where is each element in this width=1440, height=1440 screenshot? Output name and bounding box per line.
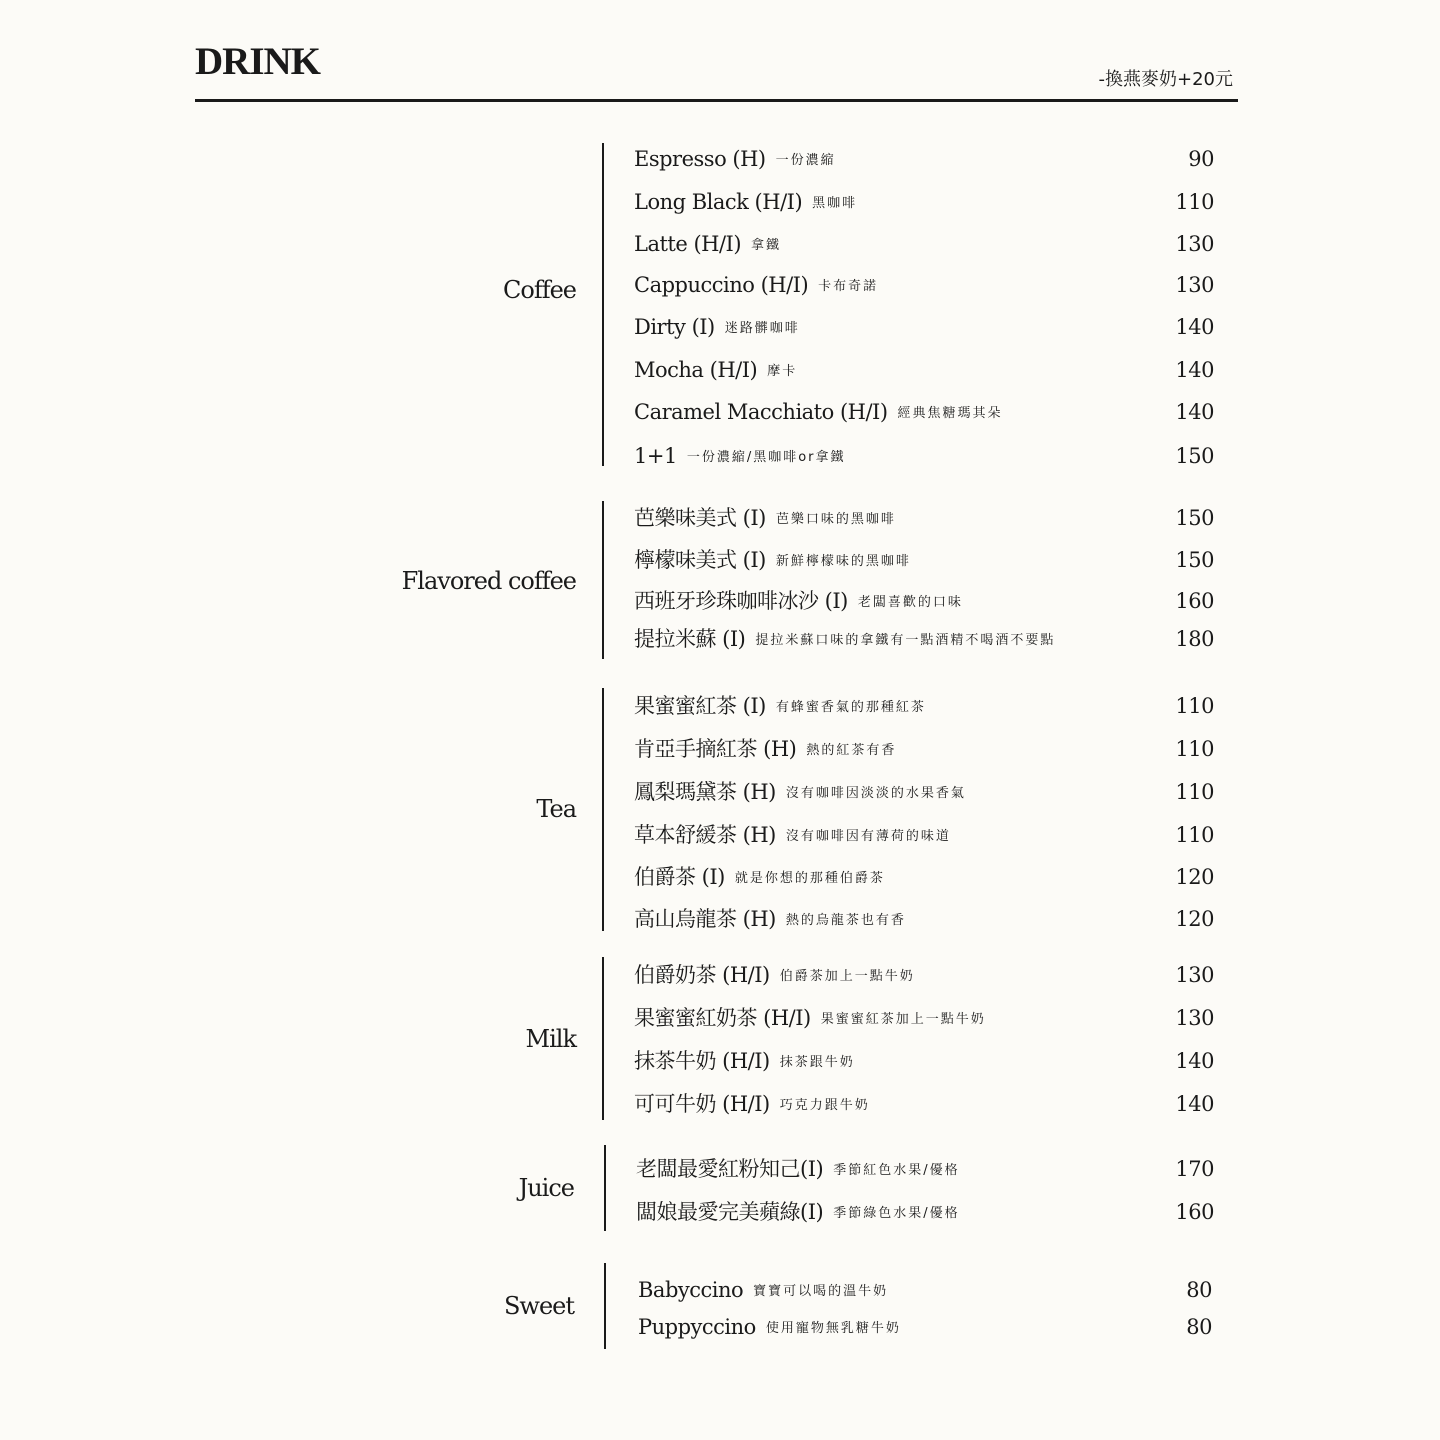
item-price: 150: [1175, 548, 1214, 572]
item-name: 1+1: [634, 444, 677, 468]
item-price: 160: [1175, 589, 1214, 613]
item-price: 150: [1175, 444, 1214, 468]
item-name: Babyccino: [638, 1278, 744, 1302]
item-name: 抹茶牛奶 (H/I): [634, 1049, 770, 1073]
item-name: Long Black (H/I): [634, 190, 803, 214]
section-milk: [0, 957, 1440, 1120]
item-name: 提拉米蘇 (I): [634, 627, 746, 651]
item-price: 120: [1175, 865, 1214, 889]
item-name: 高山烏龍茶 (H): [634, 907, 776, 931]
menu-item: [638, 1275, 1212, 1305]
item-name: Dirty (I): [634, 315, 715, 339]
item-name: Puppyccino: [638, 1315, 756, 1339]
item-name: 芭樂味美式 (I): [634, 506, 766, 530]
section-coffee: [0, 143, 1440, 466]
item-price: 140: [1175, 315, 1214, 339]
section-label: Milk: [525, 1025, 576, 1053]
menu-item: [638, 1312, 1212, 1342]
section-label: Coffee: [503, 276, 576, 304]
item-price: 140: [1175, 358, 1214, 382]
item-description: 黑咖啡: [812, 195, 858, 211]
menu-item: [634, 1003, 1214, 1033]
menu-item: [634, 229, 1214, 259]
section-divider-line: [602, 688, 604, 931]
item-description: 季節紅色水果/優格: [833, 1162, 960, 1178]
item-name: Espresso (H): [634, 147, 766, 171]
item-description: 一份濃縮/黑咖啡or拿鐵: [686, 449, 846, 465]
item-description: 熱的烏龍茶也有香: [785, 912, 906, 928]
menu-item: [636, 1197, 1214, 1227]
item-name: Latte (H/I): [634, 232, 742, 256]
item-price: 140: [1175, 1092, 1214, 1116]
section-divider-line: [602, 957, 604, 1120]
item-price: 110: [1175, 190, 1214, 214]
item-name: 伯爵茶 (I): [634, 865, 725, 889]
menu-item: [634, 624, 1214, 654]
item-description: 沒有咖啡因有薄荷的味道: [785, 828, 951, 844]
item-name: 草本舒緩茶 (H): [634, 823, 776, 847]
item-price: 120: [1175, 907, 1214, 931]
menu-item: [634, 820, 1214, 850]
menu-item: [634, 862, 1214, 892]
menu-item: [634, 904, 1214, 934]
item-description: 季節綠色水果/優格: [833, 1205, 960, 1221]
item-price: 170: [1175, 1157, 1214, 1181]
menu-item: [634, 355, 1214, 385]
item-description: 老闆喜歡的口味: [857, 594, 963, 610]
item-description: 新鮮檸檬味的黑咖啡: [775, 553, 911, 569]
item-price: 80: [1186, 1278, 1212, 1302]
menu-item: [634, 545, 1214, 575]
item-price: 140: [1175, 400, 1214, 424]
menu-item: [636, 1154, 1214, 1184]
item-price: 80: [1186, 1315, 1212, 1339]
item-description: 使用寵物無乳糖牛奶: [765, 1320, 901, 1336]
item-name: 老闆最愛紅粉知己(I): [636, 1157, 824, 1181]
menu-item: [634, 734, 1214, 764]
section-juice: [0, 1145, 1440, 1231]
item-price: 110: [1175, 780, 1214, 804]
page-title: DRINK: [195, 40, 321, 83]
menu-item: [634, 312, 1214, 342]
section-label: Juice: [518, 1174, 574, 1202]
menu-item: [634, 691, 1214, 721]
item-description: 果蜜蜜紅茶加上一點牛奶: [820, 1011, 986, 1027]
item-price: 130: [1175, 1006, 1214, 1030]
item-description: 熱的紅茶有香: [806, 742, 897, 758]
section-divider-line: [604, 1263, 606, 1349]
item-description: 迷路髒咖啡: [724, 320, 800, 336]
section-label: Sweet: [503, 1292, 574, 1320]
item-description: 沒有咖啡因淡淡的水果香氣: [785, 785, 966, 801]
item-price: 150: [1175, 506, 1214, 530]
item-name: 檸檬味美式 (I): [634, 548, 766, 572]
section-tea: [0, 688, 1440, 931]
header-divider: [195, 99, 1238, 102]
item-description: 摩卡: [767, 363, 798, 379]
menu-item: [634, 586, 1214, 616]
menu-item: [634, 960, 1214, 990]
menu-item: [634, 1089, 1214, 1119]
section-label: Flavored coffee: [401, 567, 576, 595]
menu-item: [634, 777, 1214, 807]
item-name: 果蜜蜜紅奶茶 (H/I): [634, 1006, 811, 1030]
item-name: Caramel Macchiato (H/I): [634, 400, 888, 424]
item-price: 140: [1175, 1049, 1214, 1073]
item-description: 寶寶可以喝的溫牛奶: [753, 1283, 889, 1299]
item-name: 伯爵奶茶 (H/I): [634, 963, 770, 987]
item-price: 180: [1175, 627, 1214, 651]
section-divider-line: [604, 1145, 606, 1231]
item-price: 110: [1175, 823, 1214, 847]
section-divider-line: [602, 501, 604, 659]
item-price: 130: [1175, 963, 1214, 987]
item-name: 闆娘最愛完美蘋綠(I): [636, 1200, 824, 1224]
item-description: 卡布奇諾: [818, 278, 879, 294]
item-price: 160: [1175, 1200, 1214, 1224]
menu-item: [634, 144, 1214, 174]
item-description: 芭樂口味的黑咖啡: [775, 511, 896, 527]
section-label: Tea: [536, 795, 576, 823]
item-description: 伯爵茶加上一點牛奶: [779, 968, 915, 984]
item-description: 一份濃縮: [775, 152, 836, 168]
item-description: 經典焦糖瑪其朵: [897, 405, 1003, 421]
item-description: 巧克力跟牛奶: [779, 1097, 870, 1113]
menu-item: [634, 270, 1214, 300]
section-sweet: [0, 1263, 1440, 1349]
menu-item: [634, 187, 1214, 217]
item-price: 130: [1175, 232, 1214, 256]
oat-milk-note: -換燕麥奶+20元: [1098, 69, 1233, 90]
item-price: 110: [1175, 737, 1214, 761]
item-name: Mocha (H/I): [634, 358, 758, 382]
item-name: 可可牛奶 (H/I): [634, 1092, 770, 1116]
item-name: 果蜜蜜紅茶 (I): [634, 694, 766, 718]
item-description: 抹茶跟牛奶: [779, 1054, 855, 1070]
item-name: 鳳梨瑪黛茶 (H): [634, 780, 776, 804]
menu-item: [634, 503, 1214, 533]
menu-item: [634, 441, 1214, 471]
item-price: 130: [1175, 273, 1214, 297]
item-name: Cappuccino (H/I): [634, 273, 809, 297]
item-description: 有蜂蜜香氣的那種紅茶: [775, 699, 926, 715]
item-description: 拿鐵: [751, 237, 782, 253]
item-name: 肯亞手摘紅茶 (H): [634, 737, 797, 761]
item-description: 就是你想的那種伯爵茶: [734, 870, 885, 886]
item-name: 西班牙珍珠咖啡冰沙 (I): [634, 589, 848, 613]
section-flavored-coffee: [0, 501, 1440, 659]
menu-item: [634, 397, 1214, 427]
item-description: 提拉米蘇口味的拿鐵有一點酒精不喝酒不要點: [755, 632, 1056, 648]
section-divider-line: [602, 143, 604, 466]
item-price: 110: [1175, 694, 1214, 718]
item-price: 90: [1188, 147, 1214, 171]
menu-item: [634, 1046, 1214, 1076]
